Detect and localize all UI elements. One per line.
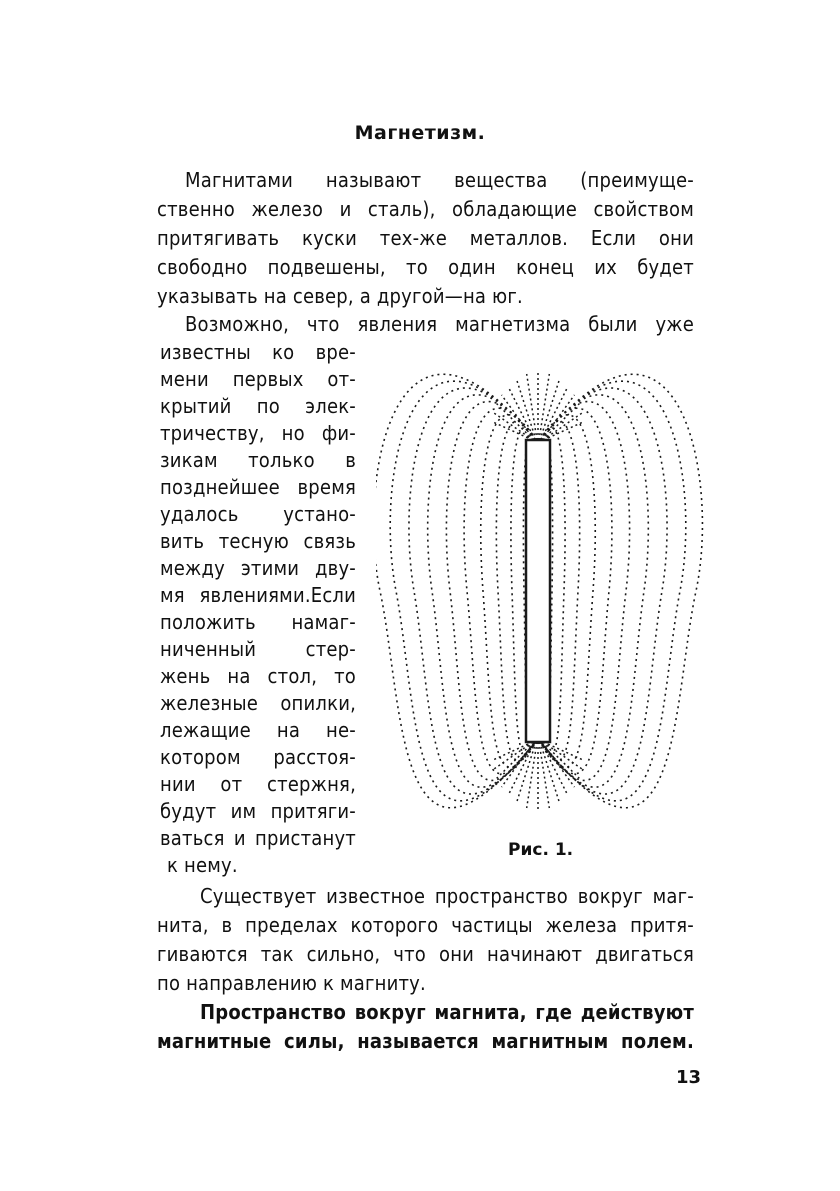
wrap-line-2: мени первых от- bbox=[160, 367, 356, 391]
wrap-line-6: позднейшее время bbox=[160, 475, 356, 499]
pole-filings bbox=[543, 413, 582, 440]
magnet-field-figure bbox=[376, 340, 706, 820]
wrap-line-17: нии от стержня, bbox=[160, 772, 356, 796]
field-line bbox=[376, 374, 535, 807]
paragraph-3-line-3: гиваются так сильно, что они начинают двигаться bbox=[157, 942, 694, 966]
field-line bbox=[541, 395, 648, 787]
wrap-line-19: ваться и пристанут bbox=[160, 826, 356, 850]
wrap-line-10: мя явлениями.Если bbox=[160, 583, 356, 607]
field-line bbox=[464, 408, 535, 774]
wrap-line-18: будут им притяги- bbox=[160, 799, 356, 823]
field-line bbox=[446, 402, 535, 781]
paragraph-3-line-4: по направлению к магниту. bbox=[157, 971, 426, 995]
field-line bbox=[428, 395, 535, 787]
page-title: Магнетизм. bbox=[354, 122, 486, 144]
paragraph-4-line-1: Пространство вокруг магнита, где действуют bbox=[200, 1000, 694, 1024]
pole-filings bbox=[493, 742, 533, 760]
field-line bbox=[541, 381, 686, 801]
paragraph-1-line-1: Магнитами называют вещества (преимуще- bbox=[185, 168, 694, 192]
paragraph-1-line-4: свободно подвешены, то один конец их будет bbox=[157, 255, 694, 279]
pole-filings bbox=[541, 387, 568, 440]
pole-filings bbox=[508, 387, 535, 440]
pole-filings bbox=[543, 742, 580, 778]
field-line bbox=[541, 408, 612, 774]
field-line bbox=[541, 374, 702, 807]
paragraph-4-line-2: магнитные силы, называется магнитным полем. bbox=[157, 1029, 694, 1053]
wrap-line-4: тричеству, но фи- bbox=[160, 421, 356, 445]
pole-filings bbox=[494, 413, 533, 440]
figure-caption: Рис. 1. bbox=[508, 840, 574, 860]
pole-filings bbox=[544, 422, 584, 440]
paragraph-1-line-3: притягивать куски тех-же металлов. Если они bbox=[157, 226, 694, 250]
pole-filings bbox=[497, 742, 534, 778]
wrap-line-15: лежащие на не- bbox=[160, 718, 356, 742]
pole-filings bbox=[543, 404, 580, 440]
pole-filings bbox=[493, 422, 533, 440]
wrap-line-16: котором расстоя- bbox=[160, 745, 356, 769]
wrap-line-8: вить тесную связь bbox=[160, 529, 356, 553]
wrap-line-3: крытий по элек- bbox=[160, 394, 356, 418]
paragraph-3-line-2: нита, в пределах которого частицы железа притя- bbox=[157, 913, 694, 937]
wrap-line-1: известны ко вре- bbox=[160, 340, 356, 364]
paragraph-3-line-1: Существует известное пространство вокруг маг- bbox=[200, 884, 694, 908]
wrap-line-14: железные опилки, bbox=[160, 691, 356, 715]
pole-filings bbox=[497, 404, 534, 440]
pole-filings bbox=[543, 742, 582, 769]
field-line bbox=[390, 381, 535, 801]
paragraph-2-line-1: Возможно, что явления магнетизма были уже bbox=[185, 312, 694, 336]
wrap-line-20: к нему. bbox=[167, 853, 238, 877]
wrap-line-5: зикам только в bbox=[160, 448, 356, 472]
wrap-line-9: между этими дву- bbox=[160, 556, 356, 580]
paragraph-1-line-5: указывать на север, а другой—на юг. bbox=[157, 284, 523, 308]
field-line bbox=[541, 402, 630, 781]
page-number: 13 bbox=[676, 1067, 702, 1088]
wrap-line-12: ниченный стер- bbox=[160, 637, 356, 661]
pole-filings bbox=[494, 742, 533, 769]
wrap-line-13: жень на стол, то bbox=[160, 664, 356, 688]
bar-magnet bbox=[526, 440, 550, 742]
pole-filings bbox=[544, 742, 584, 760]
wrap-line-11: положить намаг- bbox=[160, 610, 356, 634]
wrap-line-7: удалось устано- bbox=[160, 502, 356, 526]
paragraph-1-line-2: ственно железо и сталь), обладающие свойством bbox=[157, 197, 694, 221]
